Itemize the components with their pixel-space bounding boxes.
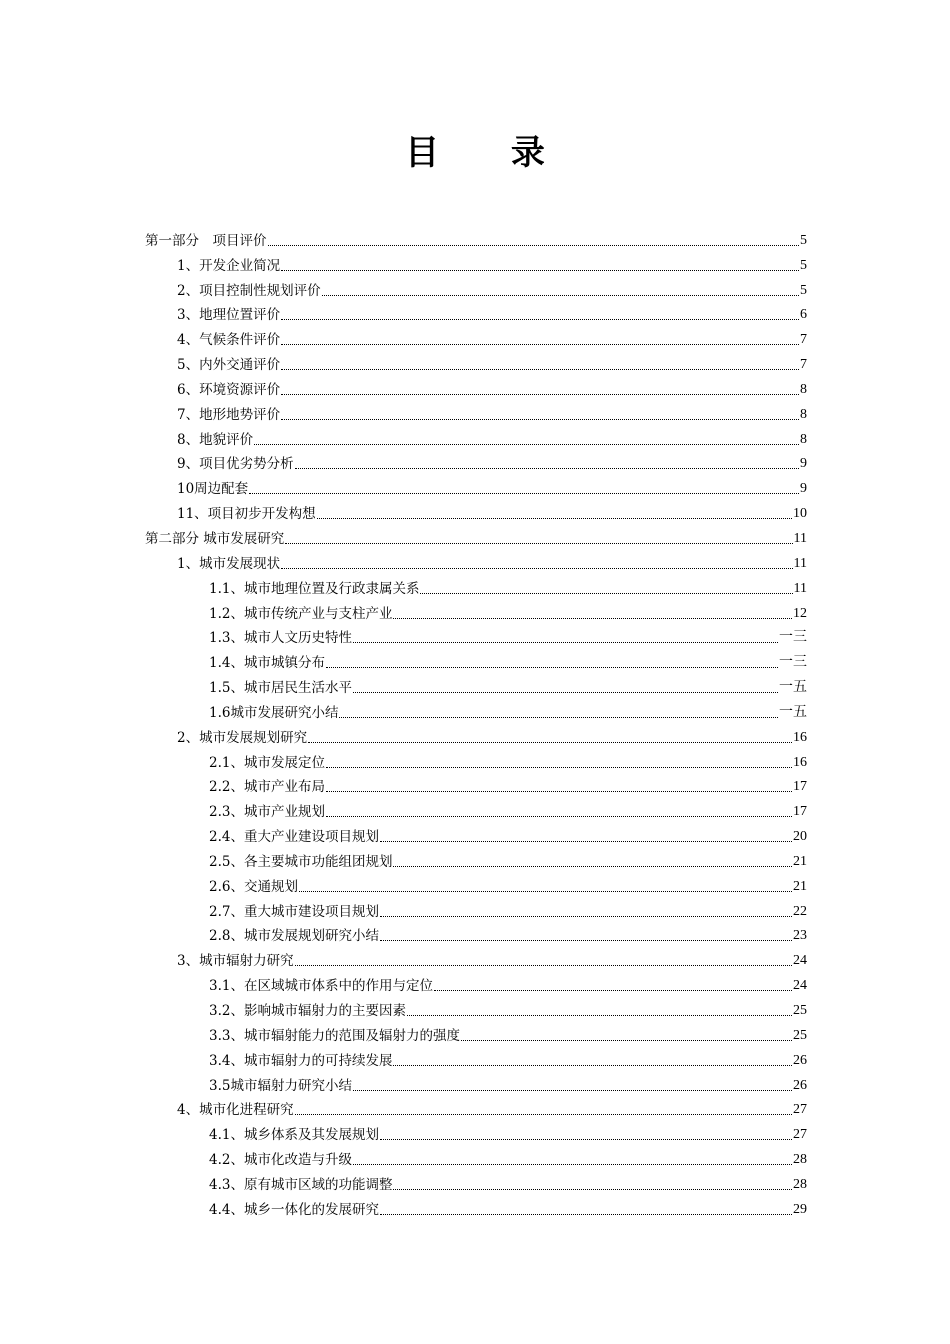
toc-dot-leader bbox=[326, 790, 792, 792]
toc-entry-title: 6、环境资源评价 bbox=[177, 381, 281, 398]
toc-entry-page-number: 8 bbox=[800, 381, 807, 397]
toc-entry-title: 7、地形地势评价 bbox=[177, 406, 281, 423]
toc-entry-title: 3、地理位置评价 bbox=[177, 307, 281, 324]
toc-entry-page-number: 8 bbox=[800, 406, 807, 422]
toc-entry[interactable] bbox=[145, 598, 807, 623]
toc-entry-page-number: 12 bbox=[793, 605, 807, 621]
table-of-contents bbox=[145, 225, 807, 1219]
toc-entry[interactable] bbox=[145, 772, 807, 797]
toc-dot-leader bbox=[295, 1113, 792, 1115]
toc-dot-leader bbox=[380, 1213, 792, 1215]
toc-entry-title: 8、地貌评价 bbox=[177, 431, 254, 448]
toc-entry-title: 3.5城市辐射力研究小结 bbox=[209, 1077, 352, 1094]
toc-dot-leader bbox=[249, 492, 799, 494]
toc-entry[interactable] bbox=[145, 871, 807, 896]
toc-dot-leader bbox=[299, 890, 792, 892]
toc-entry[interactable] bbox=[145, 821, 807, 846]
toc-entry[interactable] bbox=[145, 1194, 807, 1219]
toc-entry[interactable] bbox=[145, 1119, 807, 1144]
toc-entry[interactable] bbox=[145, 747, 807, 772]
toc-dot-leader bbox=[326, 766, 792, 768]
toc-dot-leader bbox=[353, 1089, 792, 1091]
toc-entry-title: 3.4、城市辐射力的可持续发展 bbox=[209, 1052, 393, 1069]
toc-entry-title: 1.6城市发展研究小结 bbox=[209, 704, 339, 721]
toc-entry[interactable] bbox=[145, 1045, 807, 1070]
toc-dot-leader bbox=[326, 815, 792, 817]
toc-dot-leader bbox=[353, 641, 778, 643]
toc-dot-leader bbox=[281, 567, 792, 569]
toc-dot-leader bbox=[281, 368, 799, 370]
toc-entry-page-number: 29 bbox=[793, 1201, 807, 1217]
toc-entry[interactable] bbox=[145, 449, 807, 474]
toc-entry-page-number: 16 bbox=[793, 729, 807, 745]
toc-entry-title: 4.1、城乡体系及其发展规划 bbox=[209, 1127, 379, 1144]
toc-entry-page-number: 6 bbox=[800, 307, 807, 323]
toc-entry-page-number: 22 bbox=[793, 903, 807, 919]
toc-entry[interactable] bbox=[145, 672, 807, 697]
toc-entry[interactable] bbox=[145, 846, 807, 871]
toc-dot-leader bbox=[317, 517, 792, 519]
toc-entry-title: 3.1、在区域城市体系中的作用与定位 bbox=[209, 978, 433, 995]
toc-dot-leader bbox=[420, 592, 792, 594]
toc-entry-page-number: 24 bbox=[793, 953, 807, 969]
toc-entry-title: 1.3、城市人文历史特性 bbox=[209, 630, 352, 647]
toc-entry-title: 2.8、城市发展规划研究小结 bbox=[209, 928, 379, 945]
toc-entry-title: 1.1、城市地理位置及行政隶属关系 bbox=[209, 580, 420, 597]
toc-entry[interactable] bbox=[145, 945, 807, 970]
toc-dot-leader bbox=[281, 418, 799, 420]
toc-entry-title: 2.7、重大城市建设项目规划 bbox=[209, 903, 379, 920]
toc-entry[interactable] bbox=[145, 623, 807, 648]
toc-dot-leader bbox=[281, 269, 799, 271]
toc-dot-leader bbox=[281, 343, 799, 345]
toc-dot-leader bbox=[353, 691, 778, 693]
toc-entry[interactable] bbox=[145, 523, 807, 548]
toc-entry-title: 5、内外交通评价 bbox=[177, 357, 281, 374]
toc-dot-leader bbox=[393, 1188, 792, 1190]
toc-entry-page-number: 17 bbox=[793, 779, 807, 795]
toc-dot-leader bbox=[285, 542, 792, 544]
toc-entry[interactable] bbox=[145, 275, 807, 300]
toc-entry[interactable] bbox=[145, 796, 807, 821]
toc-entry-title: 4.3、原有城市区域的功能调整 bbox=[209, 1176, 393, 1193]
toc-entry[interactable] bbox=[145, 722, 807, 747]
toc-entry-page-number: 11 bbox=[793, 530, 807, 546]
toc-dot-leader bbox=[295, 467, 799, 469]
toc-dot-leader bbox=[268, 244, 800, 246]
toc-entry-page-number: 28 bbox=[793, 1152, 807, 1168]
toc-dot-leader bbox=[308, 741, 792, 743]
toc-dot-leader bbox=[254, 443, 799, 445]
toc-entry[interactable] bbox=[145, 995, 807, 1020]
toc-entry-title: 2.3、城市产业规划 bbox=[209, 804, 325, 821]
toc-entry[interactable] bbox=[145, 225, 807, 250]
toc-dot-leader bbox=[322, 294, 799, 296]
toc-entry-title: 1.2、城市传统产业与支柱产业 bbox=[209, 605, 393, 622]
toc-dot-leader bbox=[407, 1014, 792, 1016]
toc-entry-page-number: 一五 bbox=[779, 704, 807, 720]
toc-dot-leader bbox=[281, 393, 799, 395]
toc-entry-page-number: 9 bbox=[800, 456, 807, 472]
toc-entry-page-number: 11 bbox=[793, 580, 807, 596]
toc-entry-title: 4.2、城市化改造与升级 bbox=[209, 1152, 352, 1169]
toc-entry-title: 第二部分 城市发展研究 bbox=[145, 530, 285, 547]
toc-entry[interactable] bbox=[145, 896, 807, 921]
toc-entry-page-number: 5 bbox=[800, 257, 807, 273]
toc-entry[interactable] bbox=[145, 1095, 807, 1120]
toc-entry-title: 2.1、城市发展定位 bbox=[209, 754, 325, 771]
toc-dot-leader bbox=[295, 964, 792, 966]
toc-entry-page-number: 21 bbox=[793, 878, 807, 894]
toc-entry-title: 11、项目初步开发构想 bbox=[177, 506, 316, 523]
toc-entry-page-number: 27 bbox=[793, 1127, 807, 1143]
toc-dot-leader bbox=[393, 865, 792, 867]
toc-entry-page-number: 10 bbox=[793, 506, 807, 522]
toc-entry-title: 1、城市发展现状 bbox=[177, 555, 281, 572]
toc-entry-title: 2.5、各主要城市功能组团规划 bbox=[209, 853, 393, 870]
toc-entry-page-number: 7 bbox=[800, 357, 807, 373]
toc-entry-title: 1、开发企业简况 bbox=[177, 257, 281, 274]
toc-entry-page-number: 25 bbox=[793, 1027, 807, 1043]
toc-entry[interactable] bbox=[145, 1070, 807, 1095]
toc-title: 目 录 bbox=[405, 133, 575, 173]
toc-entry[interactable] bbox=[145, 1169, 807, 1194]
toc-entry-page-number: 一五 bbox=[779, 680, 807, 696]
toc-dot-leader bbox=[281, 318, 799, 320]
toc-entry[interactable] bbox=[145, 399, 807, 424]
toc-entry[interactable] bbox=[145, 349, 807, 374]
toc-entry-title: 1.4、城市城镇分布 bbox=[209, 655, 325, 672]
toc-entry-title: 3.3、城市辐射能力的范围及辐射力的强度 bbox=[209, 1027, 460, 1044]
toc-dot-leader bbox=[380, 840, 792, 842]
toc-entry-title: 2、项目控制性规划评价 bbox=[177, 282, 321, 299]
toc-dot-leader bbox=[461, 1039, 792, 1041]
toc-dot-leader bbox=[434, 989, 792, 991]
toc-entry-page-number: 16 bbox=[793, 754, 807, 770]
toc-dot-leader bbox=[339, 716, 778, 718]
toc-entry-page-number: 27 bbox=[793, 1102, 807, 1118]
toc-entry-page-number: 7 bbox=[800, 332, 807, 348]
toc-entry-title: 2.6、交通规划 bbox=[209, 878, 298, 895]
toc-entry[interactable] bbox=[145, 921, 807, 946]
toc-entry-page-number: 21 bbox=[793, 853, 807, 869]
toc-entry-page-number: 5 bbox=[800, 282, 807, 298]
toc-entry-title: 4.4、城乡一体化的发展研究 bbox=[209, 1201, 379, 1218]
toc-entry-title: 3、城市辐射力研究 bbox=[177, 953, 294, 970]
toc-entry[interactable] bbox=[145, 1020, 807, 1045]
toc-entry[interactable] bbox=[145, 1144, 807, 1169]
toc-entry[interactable] bbox=[145, 473, 807, 498]
toc-entry[interactable] bbox=[145, 697, 807, 722]
toc-entry-title: 1.5、城市居民生活水平 bbox=[209, 680, 352, 697]
toc-entry[interactable] bbox=[145, 374, 807, 399]
toc-entry-title: 第一部分 项目评价 bbox=[145, 232, 267, 249]
toc-entry[interactable] bbox=[145, 573, 807, 598]
toc-entry-page-number: 28 bbox=[793, 1176, 807, 1192]
toc-entry-page-number: 25 bbox=[793, 1003, 807, 1018]
toc-dot-leader bbox=[353, 1163, 792, 1165]
toc-dot-leader bbox=[393, 617, 792, 619]
toc-entry-page-number: 26 bbox=[793, 1052, 807, 1068]
toc-entry-page-number: 23 bbox=[793, 928, 807, 944]
toc-entry-title: 4、城市化进程研究 bbox=[177, 1102, 294, 1119]
toc-entry-title: 9、项目优劣势分析 bbox=[177, 456, 294, 473]
toc-dot-leader bbox=[326, 666, 778, 668]
toc-entry-title: 2、城市发展规划研究 bbox=[177, 729, 308, 746]
toc-entry-title: 2.2、城市产业布局 bbox=[209, 779, 325, 796]
toc-dot-leader bbox=[380, 915, 792, 917]
toc-dot-leader bbox=[380, 939, 792, 941]
toc-entry-page-number: 26 bbox=[793, 1077, 807, 1093]
toc-entry-title: 4、气候条件评价 bbox=[177, 332, 281, 349]
toc-entry-title: 2.4、重大产业建设项目规划 bbox=[209, 829, 379, 846]
toc-entry[interactable] bbox=[145, 498, 807, 523]
toc-entry-page-number: 24 bbox=[793, 978, 807, 994]
toc-dot-leader bbox=[393, 1064, 792, 1066]
toc-entry-title: 10周边配套 bbox=[177, 481, 249, 498]
toc-entry-page-number: 20 bbox=[793, 829, 807, 845]
toc-entry-page-number: 9 bbox=[800, 481, 807, 497]
toc-entry-page-number: 一三 bbox=[779, 630, 807, 646]
toc-entry[interactable] bbox=[145, 324, 807, 349]
toc-entry[interactable] bbox=[145, 424, 807, 449]
toc-entry[interactable] bbox=[145, 970, 807, 995]
toc-entry[interactable] bbox=[145, 250, 807, 275]
toc-entry-page-number: 5 bbox=[800, 232, 807, 248]
toc-dot-leader bbox=[380, 1138, 792, 1140]
toc-entry-page-number: 17 bbox=[793, 804, 807, 820]
toc-entry-title: 3.2、影响城市辐射力的主要因素 bbox=[209, 1003, 406, 1019]
toc-entry[interactable] bbox=[145, 300, 807, 325]
toc-entry-page-number: 一三 bbox=[779, 655, 807, 671]
toc-entry-page-number: 11 bbox=[793, 555, 807, 571]
toc-entry[interactable] bbox=[145, 548, 807, 573]
toc-entry-page-number: 8 bbox=[800, 431, 807, 447]
toc-entry[interactable] bbox=[145, 647, 807, 672]
